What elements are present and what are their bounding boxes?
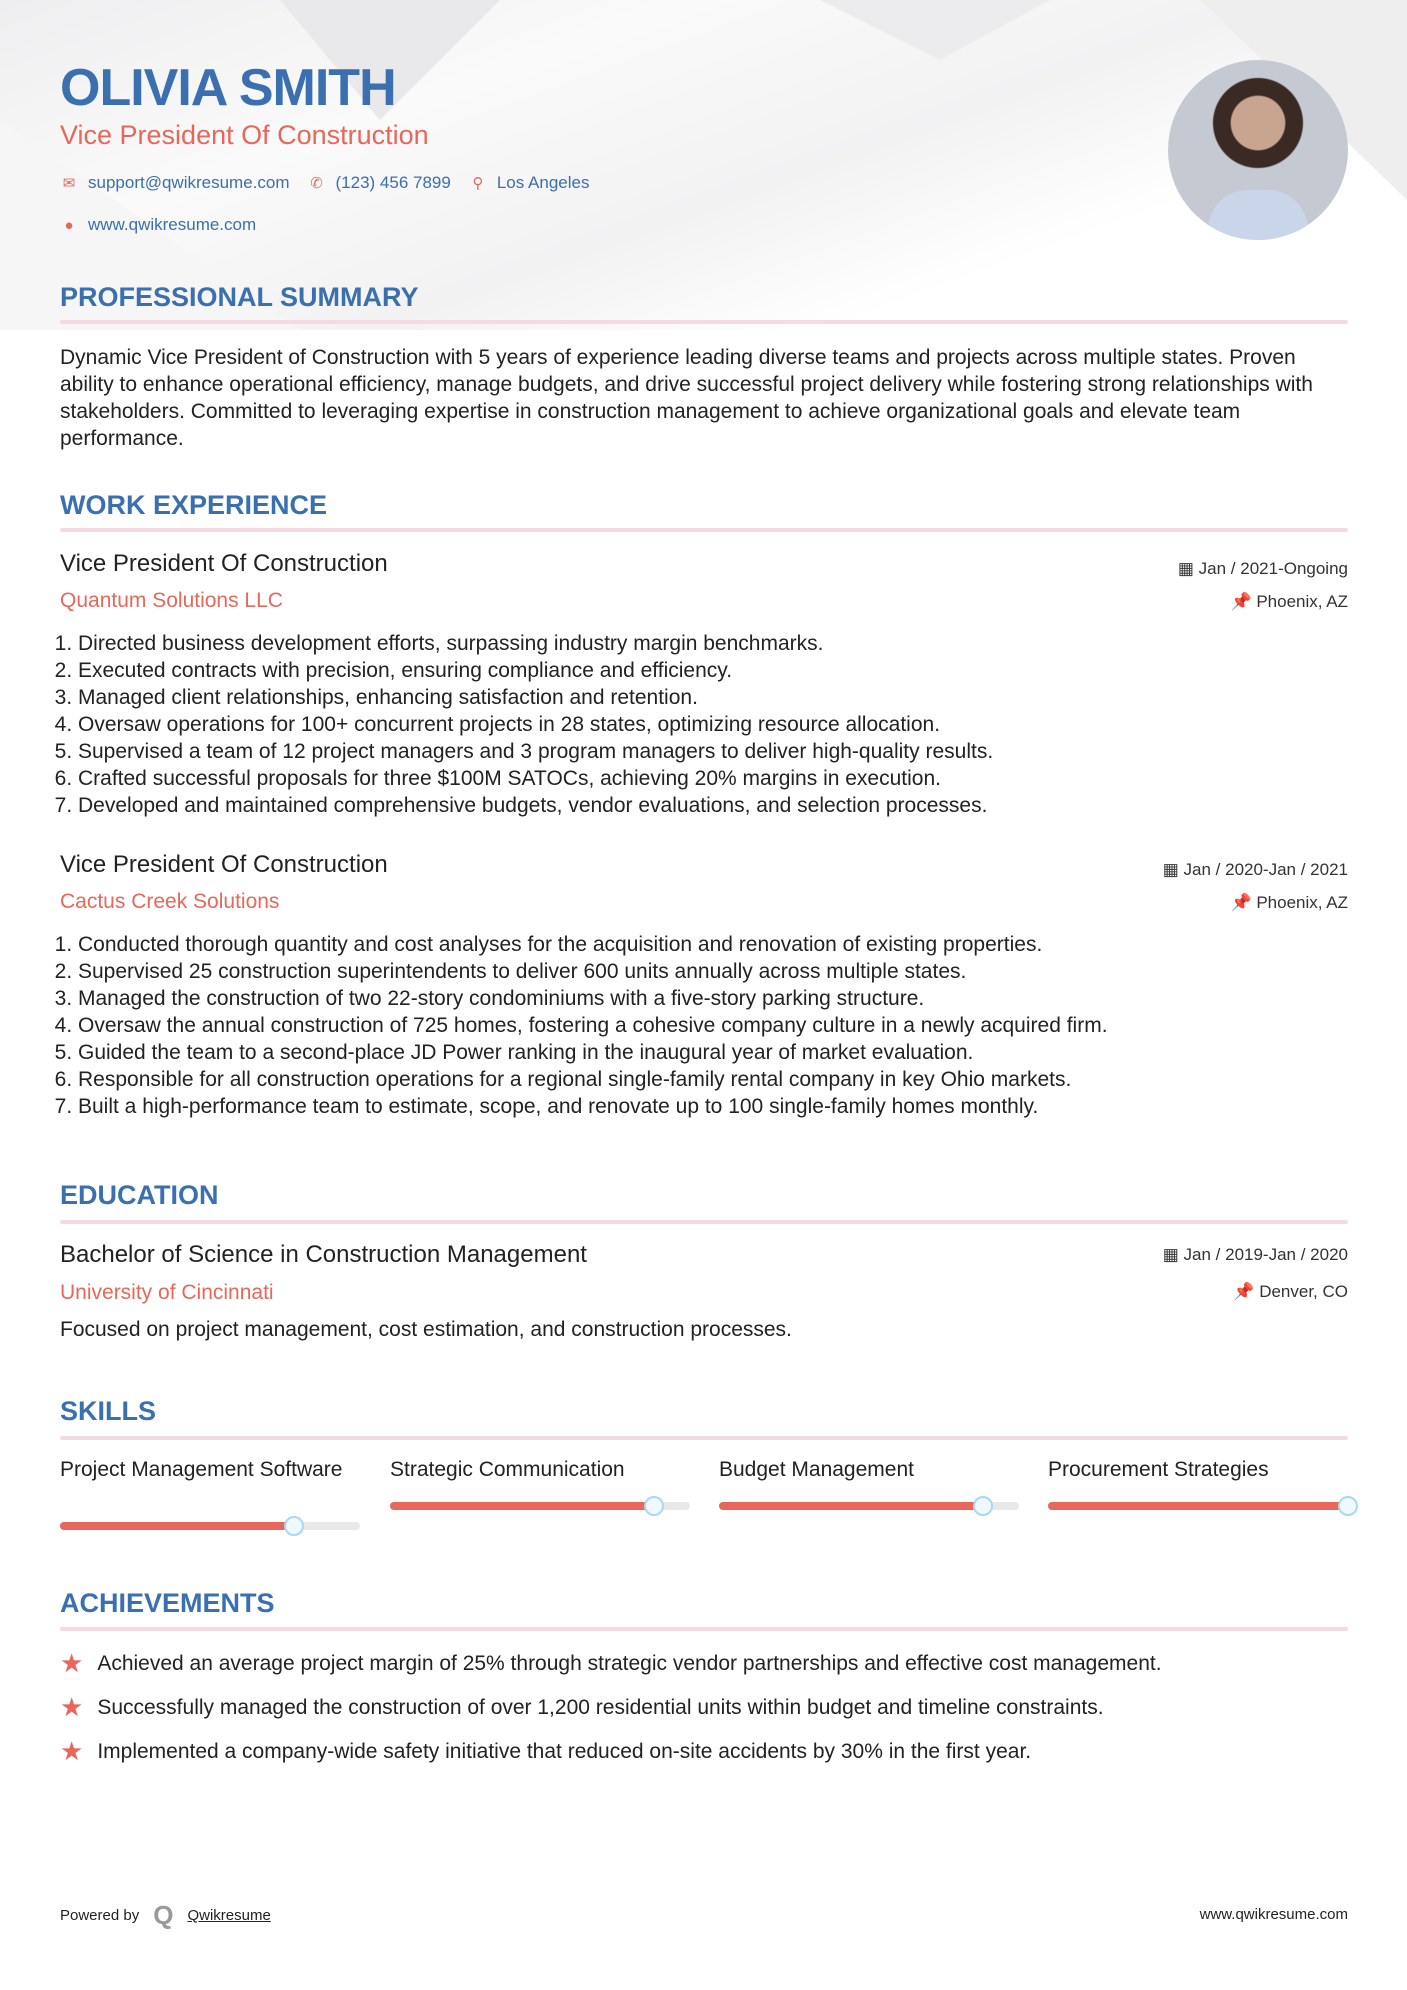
divider xyxy=(60,1627,1348,1631)
contact-row xyxy=(60,173,589,193)
skill-name: Procurement Strategies xyxy=(1048,1458,1269,1481)
skill-knob xyxy=(284,1516,304,1536)
job-bullets xyxy=(60,630,1350,819)
degree-title: Bachelor of Science in Construction Management xyxy=(60,1241,587,1268)
list-item: 5. Guided the team to a second-place JD Power ranking in the inaugural year of market evaluation. xyxy=(78,1039,1350,1066)
globe-icon: ● xyxy=(64,216,74,234)
skill-name: Budget Management xyxy=(719,1458,914,1481)
location-pin-icon: ⚲ xyxy=(472,175,484,192)
edu-location xyxy=(1233,1282,1348,1302)
list-item: 6. Responsible for all construction operations for a regional single-family rental company in key Ohio markets. xyxy=(78,1066,1350,1093)
star-icon: ★ xyxy=(60,1692,84,1722)
summary-text: Dynamic Vice President of Construction with 5 years of experience leading diverse teams and projects across multiple states. Proven ability to enhance operational efficiency, manage budgets, and drive successful project delivery while fostering strong relationships with stakeholders. Committed to leveraging expertise in construction management to achieve organizational goals and elevate team performance. xyxy=(60,346,1313,450)
section-heading-summary: PROFESSIONAL SUMMARY xyxy=(60,282,419,312)
list-item: 2. Supervised 25 construction superintendents to deliver 600 units annually across multiple states. xyxy=(78,958,1350,985)
list-item: 4. Oversaw the annual construction of 725 homes, fostering a cohesive company culture in a newly acquired firm. xyxy=(78,1012,1350,1039)
skill-fill xyxy=(1048,1502,1348,1510)
location-text: Los Angeles xyxy=(496,173,590,192)
job-title: Vice President Of Construction xyxy=(60,851,388,878)
skill-knob xyxy=(973,1496,993,1516)
section-heading-achievements: ACHIEVEMENTS xyxy=(60,1588,275,1618)
qwikresume-logo-icon: Q xyxy=(153,1900,174,1930)
skill-fill xyxy=(719,1502,983,1510)
job-location xyxy=(1230,592,1348,612)
achievement-text: Achieved an average project margin of 25% through strategic vendor partnerships and effective cost management. xyxy=(97,1651,1162,1675)
divider xyxy=(60,1436,1348,1440)
email-icon: ✉ xyxy=(62,175,76,192)
dates-text: Jan / 2019-Jan / 2020 xyxy=(1183,1245,1348,1264)
calendar-icon: ▦ xyxy=(1177,559,1199,578)
dates-text: Jan / 2021-Ongoing xyxy=(1198,559,1348,578)
location-text: Denver, CO xyxy=(1259,1282,1348,1301)
website-row xyxy=(60,215,256,235)
job-title: Vice President Of Construction xyxy=(60,550,388,577)
achievement-text: Implemented a company-wide safety initiative that reduced on-site accidents by 30% in the first year. xyxy=(97,1739,1032,1763)
list-item: 4. Oversaw operations for 100+ concurrent projects in 28 states, optimizing resource allocation. xyxy=(78,711,1350,738)
divider xyxy=(60,320,1348,324)
phone-text: (123) 456 7899 xyxy=(335,173,451,192)
pin-icon: 📌 xyxy=(1230,893,1257,912)
skill-item xyxy=(60,1456,360,1530)
list-item: 3. Managed client relationships, enhancing satisfaction and retention. xyxy=(78,684,1350,711)
list-item: 3. Managed the construction of two 22-story condominiums with a five-story parking structure. xyxy=(78,985,1350,1012)
section-heading-skills: SKILLS xyxy=(60,1396,157,1426)
skill-knob xyxy=(1338,1496,1358,1516)
skill-name: Strategic Communication xyxy=(390,1458,625,1481)
location-text: Phoenix, AZ xyxy=(1256,592,1348,611)
divider xyxy=(60,1220,1348,1224)
footer-powered xyxy=(60,1900,271,1931)
brand-link[interactable]: Qwikresume xyxy=(187,1907,271,1924)
skill-fill xyxy=(390,1502,654,1510)
job-dates xyxy=(1163,860,1348,880)
star-icon: ★ xyxy=(60,1648,84,1678)
skill-item xyxy=(719,1456,1019,1510)
achievement-item xyxy=(60,1692,1104,1723)
profile-photo xyxy=(1168,60,1348,240)
dates-text: Jan / 2020-Jan / 2021 xyxy=(1183,860,1348,879)
skill-bar xyxy=(1048,1502,1348,1510)
list-item: 6. Crafted successful proposals for three $100M SATOCs, achieving 20% margins in execution. xyxy=(78,765,1350,792)
pin-icon: 📌 xyxy=(1233,1282,1260,1301)
achievement-text: Successfully managed the construction of over 1,200 residential units within budget and timeline constraints. xyxy=(97,1695,1104,1719)
candidate-title: Vice President Of Construction xyxy=(60,120,429,150)
job-company: Cactus Creek Solutions xyxy=(60,890,280,913)
calendar-icon: ▦ xyxy=(1162,1245,1184,1264)
skill-bar xyxy=(719,1502,1019,1510)
job-bullets xyxy=(60,931,1350,1120)
skill-fill xyxy=(60,1522,294,1530)
job-location xyxy=(1230,893,1348,913)
achievement-item xyxy=(60,1736,1031,1767)
edu-description: Focused on project management, cost estimation, and construction processes. xyxy=(60,1318,792,1341)
skill-bar xyxy=(60,1522,360,1530)
job-dates xyxy=(1178,559,1348,579)
section-heading-education: EDUCATION xyxy=(60,1180,219,1210)
skill-bar xyxy=(390,1502,690,1510)
website-link[interactable]: www.qwikresume.com xyxy=(88,215,257,234)
calendar-icon: ▦ xyxy=(1162,860,1184,879)
list-item: 1. Directed business development efforts, surpassing industry margin benchmarks. xyxy=(78,630,1350,657)
skill-knob xyxy=(644,1496,664,1516)
pin-icon: 📌 xyxy=(1230,592,1257,611)
list-item: 5. Supervised a team of 12 project managers and 3 program managers to deliver high-quality results. xyxy=(78,738,1350,765)
school-name: University of Cincinnati xyxy=(60,1281,274,1304)
list-item: 7. Built a high-performance team to estimate, scope, and renovate up to 100 single-family homes monthly. xyxy=(78,1093,1350,1120)
achievement-item xyxy=(60,1648,1162,1679)
star-icon: ★ xyxy=(60,1736,84,1766)
skill-item xyxy=(390,1456,690,1510)
footer-site[interactable]: www.qwikresume.com xyxy=(1199,1906,1348,1923)
edu-dates xyxy=(1163,1245,1348,1265)
skill-name: Project Management Software xyxy=(60,1458,343,1481)
skill-item xyxy=(1048,1456,1348,1510)
phone-icon: ✆ xyxy=(310,175,323,192)
email-link[interactable]: support@qwikresume.com xyxy=(88,173,290,192)
list-item: 7. Developed and maintained comprehensive budgets, vendor evaluations, and selection processes. xyxy=(78,792,1350,819)
list-item: 1. Conducted thorough quantity and cost analyses for the acquisition and renovation of existing properties. xyxy=(78,931,1350,958)
section-heading-experience: WORK EXPERIENCE xyxy=(60,490,328,520)
candidate-name: OLIVIA SMITH xyxy=(60,59,396,117)
list-item: 2. Executed contracts with precision, ensuring compliance and efficiency. xyxy=(78,657,1350,684)
powered-by-text: Powered by xyxy=(60,1907,140,1924)
divider xyxy=(60,528,1348,532)
job-company: Quantum Solutions LLC xyxy=(60,589,283,612)
location-text: Phoenix, AZ xyxy=(1256,893,1348,912)
